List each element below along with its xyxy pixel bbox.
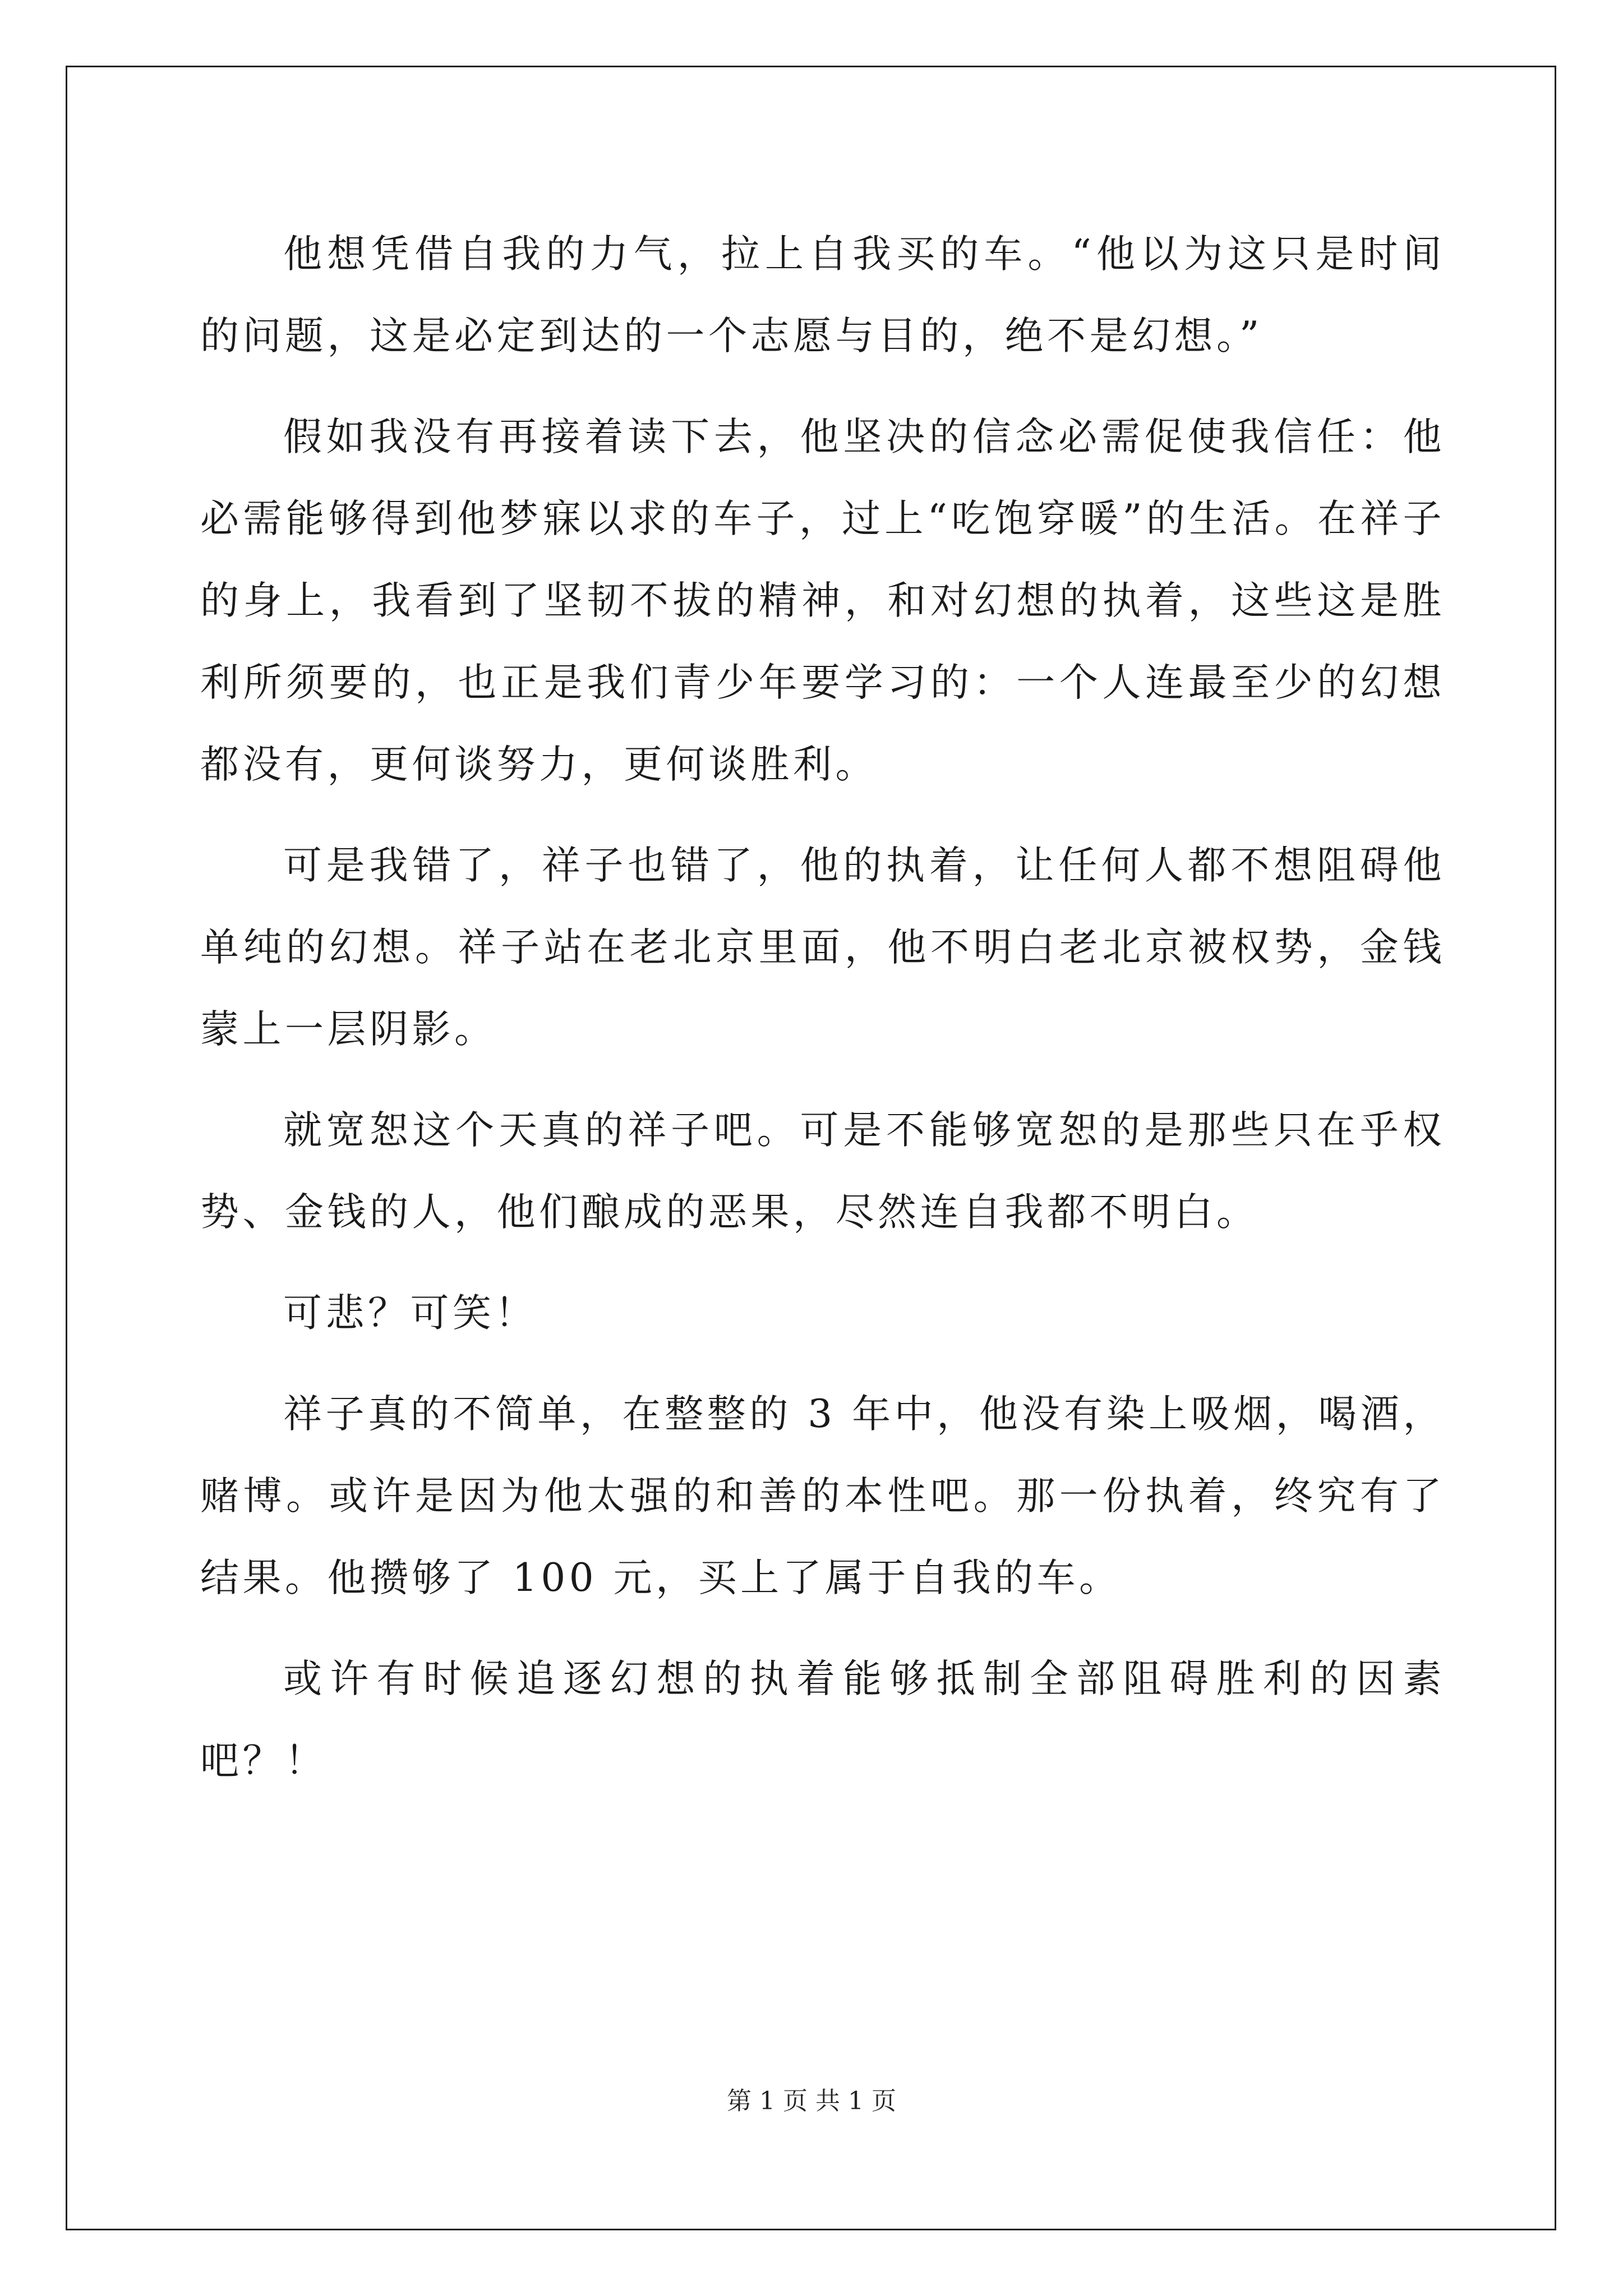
paragraph-6: 祥子真的不简单，在整整的 3 年中，他没有染上吸烟，喝酒，赌博。或许是因为他太强的和善的本性吧。那一份执着，终究有了结果。他攒够了 100 元，买上了属于自我的车。 — [200, 1392, 1445, 1600]
paragraph-2: 假如我没有再接着读下去，他坚决的信念必需促使我信任：他必需能够得到他梦寐以求的车子，过上“吃饱穿暖”的生活。在祥子的身上，我看到了坚韧不拔的精神，和对幻想的执着，这些这是胜利所须要的，也正是我们青少年要学习的：一个人连最至少的幻想都没有，更何谈努力，更何谈胜利。 — [200, 415, 1445, 787]
document-body — [200, 213, 1445, 1802]
paragraph-5: 可悲？可笑！ — [283, 1291, 537, 1336]
paragraph-3: 可是我错了，祥子也错了，他的执着，让任何人都不想阻碍他单纯的幻想。祥子站在老北京里面，他不明白老北京被权势，金钱蒙上一层阴影。 — [200, 843, 1445, 1052]
paragraph-4: 就宽恕这个天真的祥子吧。可是不能够宽恕的是那些只在乎权势、金钱的人，他们酿成的恶果，尽然连自我都不明白。 — [200, 1108, 1445, 1235]
page-number-footer: 第 1 页 共 1 页 — [727, 2087, 896, 2115]
paragraph-7: 或许有时候追逐幻想的执着能够抵制全部阻碍胜利的因素吧？！ — [200, 1657, 1445, 1783]
paragraph-1: 他想凭借自我的力气，拉上自我买的车。“他以为这只是时间的问题，这是必定到达的一个志愿与目的，绝不是幻想。” — [200, 232, 1445, 358]
